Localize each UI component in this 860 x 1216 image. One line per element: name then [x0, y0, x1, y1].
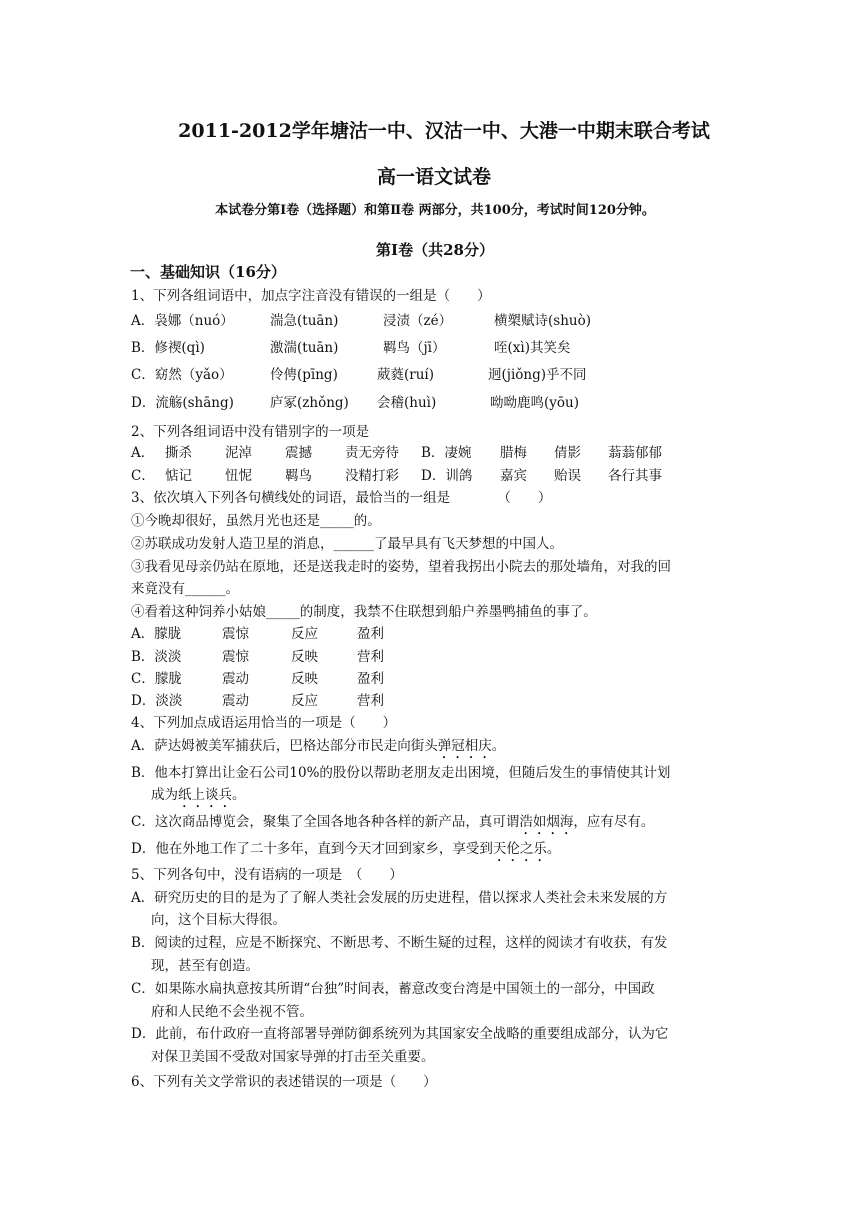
q3-c-w3: 反映 [291, 671, 318, 687]
q1-d-col1: D．流觞(shāng) [131, 395, 234, 411]
q4-b-text: 成为 [151, 787, 178, 803]
q2-d-w1: D．训鸽 [421, 468, 473, 484]
q3-b-w3: 反映 [291, 649, 318, 665]
q2-c-w4: 没精打彩 [345, 468, 399, 484]
q5-option-d-line2: 对保卫美国不受敌对国家导弹的打击至关重要。 [151, 1049, 435, 1065]
q4-option-d [131, 840, 560, 865]
q3-b-w1: B．淡淡 [131, 649, 182, 665]
q1-d-col3: 会稽(huì) [377, 395, 437, 411]
q1-b-col3: 羁鸟（jī） [383, 340, 446, 356]
q4-option-b-line1: B．他本打算出让金石公司10%的股份以帮助老朋友走出困境，但随后发生的事情使其计划 [131, 765, 671, 781]
q4-a-idiom: 弹冠相庆 [437, 738, 492, 754]
q3-c-w2: 震动 [222, 671, 249, 687]
q2-a-w2: 泥淖 [225, 445, 252, 461]
q2-a-w3: 震撼 [285, 445, 312, 461]
q2-c-w1: 惦记 [165, 468, 192, 484]
q4-option-b-line2 [151, 786, 246, 811]
q5-option-c-line1: C．如果陈水扁执意按其所谓“台独”时间表，蓄意改变台湾是中国领土的一部分，中国政 [131, 981, 655, 997]
q4-c-idiom: 浩如烟海 [519, 814, 574, 830]
q3-d-w1: D．淡淡 [131, 693, 183, 709]
q2-a-w1: 撕杀 [165, 445, 192, 461]
exam-subtitle: 高一语文试卷 [376, 166, 491, 188]
q3-c-w1: C．朦胧 [131, 671, 182, 687]
q1-b-col2: 激湍(tuān) [270, 340, 339, 356]
q1-a-col3: 浸渍（zé） [383, 313, 453, 329]
q2-c-label: C． [131, 468, 155, 484]
q3-d-w4: 营利 [357, 693, 384, 709]
q4-b-end: 。 [232, 787, 246, 803]
q1-a-col4: 横槊赋诗(shuò) [494, 313, 591, 329]
q1-stem: 1、下列各组词语中，加点字注音没有错误的一组是（ ） [131, 288, 491, 304]
q1-b-col1: B．修禊(qì) [131, 340, 205, 356]
exam-instructions: 本试卷分第Ⅰ卷（选择题）和第Ⅱ卷 两部分，共100分，考试时间120分钟。 [215, 203, 655, 218]
q2-d-w4: 各行其事 [608, 468, 662, 484]
q1-d-col4: 呦呦鹿鸣(yōu) [490, 395, 579, 411]
q2-stem: 2、下列各组词语中没有错别字的一项是 [131, 424, 370, 440]
q4-stem: 4、下列加点成语运用恰当的一项是（ ） [131, 715, 397, 731]
q5-option-a-line1: A．研究历史的目的是为了了解人类社会发展的历史进程，借以探求人类社会未来发展的方 [131, 890, 668, 906]
q1-d-col2: 庐冢(zhǒng) [270, 395, 349, 411]
q2-a-label: A． [131, 445, 155, 461]
q3-a-w3: 反应 [291, 626, 318, 642]
q1-a-col1: A．袅娜（nuó） [131, 313, 234, 329]
q3-sentence-1: ①今晚却很好，虽然月光也还是_____的。 [131, 513, 381, 529]
q3-a-w1: A．朦胧 [131, 626, 182, 642]
part-title: 第Ⅰ卷（共28分） [376, 241, 494, 259]
q4-a-text: A．萨达姆被美军捕获后，巴格达部分市民走向街头 [131, 738, 438, 754]
q1-b-col4: 咥(xì)其笑矣 [494, 340, 571, 356]
q5-option-b-line1: B．阅读的过程，应是不断探究、不断思考、不断生疑的过程，这样的阅读才有收获，有发 [131, 935, 668, 951]
q3-sentence-4: ④看着这种饲养小姑娘_____的制度，我禁不住联想到船户养墨鸭捕鱼的事了。 [131, 604, 597, 620]
q2-b-w2: 腊梅 [500, 445, 527, 461]
q1-c-col2: 伶俜(pīng) [270, 367, 338, 383]
q3-sentence-3b: 来竟没有______。 [131, 581, 239, 597]
q6-stem: 6、下列有关文学常识的表述错误的一项是（ ） [131, 1074, 437, 1090]
q1-c-col1: C．窈然（yǎo） [131, 367, 233, 383]
q4-a-end: 。 [491, 738, 506, 754]
q5-option-a-line2: 向，这个目标大得很。 [151, 912, 286, 928]
q2-c-w3: 羁鸟 [285, 468, 312, 484]
q4-d-idiom: 天伦之乐 [492, 841, 547, 857]
q4-option-a [131, 737, 505, 762]
q4-d-text: D．他在外地工作了二十多年，直到今天才回到家乡，享受到 [131, 841, 493, 857]
q3-sentence-3a: ③我看见母亲仍站在原地，还是送我走时的姿势，望着我拐出小院去的那处墙角，对我的回 [131, 559, 671, 575]
q4-option-c [131, 813, 654, 838]
q4-b-idiom: 纸上谈兵 [178, 787, 232, 803]
q4-c-text: C．这次商品博览会，聚集了全国各地各种各样的新产品，真可谓 [131, 814, 520, 830]
q3-b-w4: 营利 [357, 649, 384, 665]
q5-option-d-line1: D．此前，布什政府一直将部署导弹防御系统列为其国家安全战略的重要组成部分，认为它 [131, 1026, 669, 1042]
q2-c-w2: 忸怩 [225, 468, 252, 484]
q1-c-col3: 葳蕤(ruí) [377, 367, 434, 383]
q3-c-w4: 盈利 [357, 671, 384, 687]
q2-d-w3: 贻误 [554, 468, 581, 484]
exam-title: 2011-2012学年塘沽一中、汉沽一中、大港一中期末联合考试 [178, 120, 710, 142]
q1-c-col4: 迥(jiǒng)乎不同 [488, 367, 587, 383]
q2-a-w4: 责无旁待 [345, 445, 399, 461]
q1-a-col2: 湍急(tuān) [270, 313, 339, 329]
q5-option-b-line2: 现，甚至有创造。 [151, 958, 259, 974]
q3-sentence-2: ②苏联成功发射人造卫星的消息，______了最早具有飞天梦想的中国人。 [131, 536, 563, 552]
q2-b-w4: 蓊蓊郁郁 [608, 445, 662, 461]
q3-a-w4: 盈利 [357, 626, 384, 642]
q4-c-end: ，应有尽有。 [573, 814, 655, 830]
q5-option-c-line2: 府和人民绝不会坐视不管。 [151, 1004, 313, 1020]
q3-d-w2: 震动 [222, 693, 249, 709]
q2-b-w3: 倩影 [554, 445, 581, 461]
q4-d-end: 。 [546, 841, 561, 857]
q2-d-w2: 嘉宾 [500, 468, 527, 484]
q3-a-w2: 震惊 [222, 626, 249, 642]
q3-stem: 3、依次填入下列各句横线处的词语，最恰当的一组是 （ ） [131, 490, 552, 506]
q3-b-w2: 震惊 [222, 649, 249, 665]
q3-d-w3: 反应 [291, 693, 318, 709]
q2-b-w1: B．凄婉 [421, 445, 472, 461]
q5-stem: 5、下列各句中，没有语病的一项是 （ ） [131, 867, 403, 883]
section-title: 一、基础知识（16分） [130, 263, 286, 281]
